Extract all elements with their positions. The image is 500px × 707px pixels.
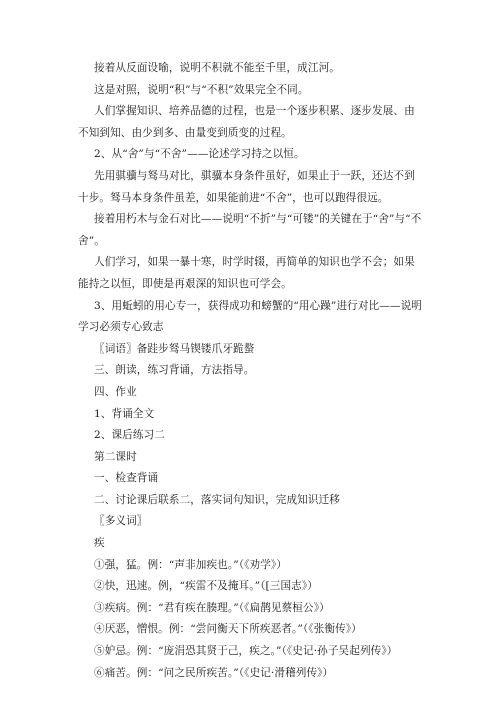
meaning-5: ⑤妒忌。例：“庞涓恐其贤于己，疾之。”（《史记·孙子吴起列传》） — [94, 645, 398, 658]
section-three: 三、朗读，练习背诵，方法指导。 — [94, 364, 255, 377]
meaning-3: ③疾病。例：“君有疾在腠理。”（《扁鹊见蔡桓公》） — [94, 601, 330, 614]
check-recitation: 一、检查背诵 — [94, 472, 159, 485]
paragraph-2: 这是对照，说明“积”与“不积”效果完全不同。 — [94, 83, 309, 96]
polysemy-character: 疾 — [94, 537, 105, 550]
polysemy-heading: 〖多义词〗 — [94, 515, 148, 528]
homework-item-2: 2、课后练习二 — [94, 429, 166, 442]
meaning-1: ①强，猛。例：“声非加疾也。”（《劝学》） — [94, 558, 288, 571]
second-lesson-heading: 第二课时 — [94, 450, 137, 463]
meaning-6: ⑥痛苦。例：“问之民所疾苦。”（《史记·滑稽列传》） — [94, 666, 334, 679]
section-four-heading: 四、作业 — [94, 385, 137, 398]
meaning-4: ④厌恶，憎恨。例：“尝问衡天下所疾恶者。”（《张衡传》） — [94, 623, 362, 636]
paragraph-1: 接着从反面设喻，说明不积就不能至千里，成江河。 — [94, 62, 340, 74]
paragraph-3: 人们掌握知识、培养品德的过程，也是一个逐步积累、逐步发展、由不知到知、由少到多、由量变到质变的过程。 — [78, 105, 415, 139]
meaning-2: ②快，迅速。例，“疾雷不及掩耳。”（[三国志》） — [94, 580, 318, 593]
paragraph-5: 先用骐骥与驽马对比，骐骥本身条件虽好，如果止于一跃，还达不到十步。驽马本身条件虽差，如果能前进“不舍”，也可以跑得很远。 — [78, 169, 415, 204]
discussion-item: 二、讨论课后联系二，落实词句知识，完成知识迁移 — [94, 493, 340, 506]
document-body — [78, 58, 423, 684]
paragraph-6: 接着用朽木与金石对比——说明“不折”与“可镂”的关键在于“舍”与“不舍”。 — [78, 213, 422, 247]
paragraph-8: 3、用蚯蚓的用心专一，获得成功和螃蟹的“用心躁”进行对比——说明学习必须专心致志 — [78, 299, 422, 334]
paragraph-7: 人们学习，如果一暴十寒，时学时辍，再简单的知识也学不会；如果能持之以恒，即使是再艰深的知识也可学会。 — [78, 256, 415, 290]
homework-item-1: 1、背诵全文 — [94, 407, 155, 420]
paragraph-4: 2、从“舍”与“不舍”——论述学习持之以恒。 — [94, 148, 305, 161]
vocabulary-line: 〖词语〗备跬步驽马锲镂爪牙跪螯 — [94, 342, 255, 355]
